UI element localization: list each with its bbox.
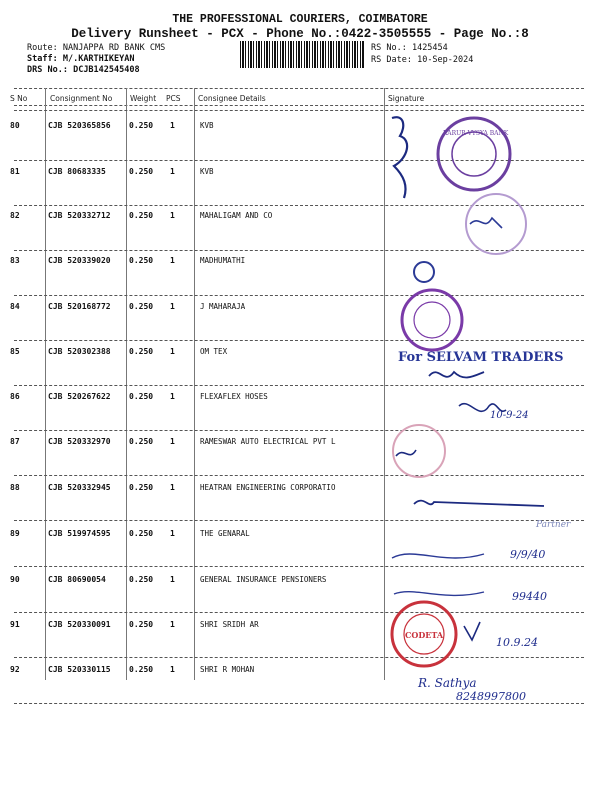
cell-sno: 91 [10, 620, 20, 629]
rs-date-value: 10-Sep-2024 [417, 55, 474, 65]
route-label: Route: [27, 43, 58, 53]
col-header-pcs: PCS [166, 94, 181, 103]
stamp-87 [393, 425, 445, 477]
cell-consignee: HEATRAN ENGINEERING CORPORATIO [200, 483, 336, 492]
drs-line [27, 65, 140, 75]
signature-83 [414, 262, 434, 282]
codeta-text: CODETA [405, 630, 444, 640]
cell-consignment-no: CJB 520365856 [48, 121, 111, 130]
cell-consignee: SHRI R MOHAN [200, 665, 255, 674]
cell-sno: 88 [10, 483, 20, 492]
col-header-weight: Weight [130, 94, 157, 103]
rs-no-label: RS No.: [371, 43, 407, 53]
cell-weight: 0.250 [129, 347, 154, 356]
cell-weight: 0.250 [129, 483, 154, 492]
signature-89 [392, 554, 484, 558]
cell-weight: 0.250 [129, 620, 154, 629]
sig-89-number: 9/9/40 [510, 548, 546, 561]
cell-pcs: 1 [170, 529, 175, 538]
company-stamp-84 [402, 290, 462, 350]
rs-no-value: 1425454 [411, 43, 448, 53]
cell-pcs: 1 [170, 483, 175, 492]
cell-consignee: GENERAL INSURANCE PENSIONERS [200, 575, 327, 584]
cell-consignee: FLEXAFLEX HOSES [200, 392, 268, 401]
col-header-sno: S No [10, 94, 28, 103]
cell-weight: 0.250 [129, 167, 154, 176]
rs-date-line [371, 55, 473, 65]
signature-90 [394, 592, 484, 596]
cell-sno: 82 [10, 211, 20, 220]
signature-area [384, 106, 600, 706]
cell-pcs: 1 [170, 620, 175, 629]
barcode [240, 41, 365, 68]
cell-consignee: SHRI SRIDH AR [200, 620, 259, 629]
cell-consignment-no: CJB 520267622 [48, 392, 111, 401]
col-header-consignee: Consignee Details [198, 94, 266, 103]
col-header-signature: Signature [388, 94, 425, 103]
cell-pcs: 1 [170, 211, 175, 220]
phone-handwritten: 8248997800 [456, 690, 526, 703]
signature-87 [396, 450, 416, 456]
cell-sno: 83 [10, 256, 20, 265]
signature-scribble-80 [392, 117, 407, 198]
cell-pcs: 1 [170, 302, 175, 311]
cell-sno: 92 [10, 665, 20, 674]
route-value: NANJAPPA RD BANK CMS [62, 43, 166, 53]
cell-weight: 0.250 [129, 302, 154, 311]
cell-weight: 0.250 [129, 437, 154, 446]
company-stamp-84-inner [414, 302, 450, 338]
cell-weight: 0.250 [129, 575, 154, 584]
r-sathya-signature: R. Sathya [418, 676, 477, 690]
cell-weight: 0.250 [129, 121, 154, 130]
cell-consignment-no: CJB 519974595 [48, 529, 111, 538]
cell-consignment-no: CJB 520302388 [48, 347, 111, 356]
cell-consignee: KVB [200, 167, 214, 176]
cell-sno: 80 [10, 121, 20, 130]
cell-consignment-no: CJB 80683335 [48, 167, 106, 176]
cell-weight: 0.250 [129, 256, 154, 265]
rs-no-line [371, 43, 448, 53]
cell-pcs: 1 [170, 167, 175, 176]
cell-sno: 87 [10, 437, 20, 446]
cell-pcs: 1 [170, 575, 175, 584]
cell-consignment-no: CJB 520332945 [48, 483, 111, 492]
cell-sno: 89 [10, 529, 20, 538]
cell-pcs: 1 [170, 347, 175, 356]
cell-consignment-no: CJB 80690054 [48, 575, 106, 584]
cell-consignment-no: CJB 520332712 [48, 211, 111, 220]
cell-sno: 85 [10, 347, 20, 356]
cell-sno: 86 [10, 392, 20, 401]
runsheet-subtitle: Delivery Runsheet - PCX - Phone No.:0422-3505555 - Page No.:8 [71, 27, 529, 41]
table-top-rule [14, 88, 584, 89]
cell-consignee: KVB [200, 121, 214, 130]
cell-consignee: THE GENARAL [200, 529, 250, 538]
sig-90-number: 99440 [512, 590, 547, 603]
cell-consignee: OM TEX [200, 347, 228, 356]
cell-weight: 0.250 [129, 211, 154, 220]
cell-consignment-no: CJB 520332970 [48, 437, 111, 446]
kvb-stamp [438, 118, 510, 190]
staff-label: Staff: [27, 54, 58, 64]
date-91: 10.9.24 [496, 636, 538, 649]
partner-text: Partner [536, 520, 571, 530]
cell-sno: 90 [10, 575, 20, 584]
cell-sno: 84 [10, 302, 20, 311]
cell-consignment-no: CJB 520330115 [48, 665, 111, 674]
col-header-consignment: Consignment No [50, 94, 113, 103]
route-line [27, 43, 165, 53]
kvb-stamp-text: KARUR VYSYA BANK [443, 130, 509, 137]
cell-pcs: 1 [170, 392, 175, 401]
cell-consignment-no: CJB 520330091 [48, 620, 111, 629]
company-title: THE PROFESSIONAL COURIERS, COIMBATORE [172, 13, 428, 26]
signature-91 [464, 622, 480, 640]
date-86: 10-9-24 [490, 410, 529, 421]
rs-date-label: RS Date: [371, 55, 412, 65]
cell-weight: 0.250 [129, 529, 154, 538]
cell-consignment-no: CJB 520339020 [48, 256, 111, 265]
cell-consignee: J MAHARAJA [200, 302, 246, 311]
kvb-stamp-inner [452, 132, 496, 176]
cell-pcs: 1 [170, 121, 175, 130]
cell-consignee: RAMESWAR AUTO ELECTRICAL PVT L [200, 437, 336, 446]
staff-line [27, 54, 135, 64]
cell-weight: 0.250 [129, 392, 154, 401]
cell-consignee: MAHALIGAM AND CO [200, 211, 273, 220]
signature-85 [429, 372, 484, 377]
signature-88 [414, 501, 544, 506]
cell-pcs: 1 [170, 437, 175, 446]
cell-weight: 0.250 [129, 665, 154, 674]
cell-pcs: 1 [170, 665, 175, 674]
staff-value: M/.KARTHIKEYAN [62, 54, 135, 64]
cell-consignee: MADHUMATHI [200, 256, 246, 265]
selvam-traders-stamp: For SELVAM TRADERS [398, 350, 564, 365]
cell-consignment-no: CJB 520168772 [48, 302, 111, 311]
drs-value: DCJB142545408 [73, 65, 140, 75]
faded-stamp [466, 194, 526, 254]
cell-pcs: 1 [170, 256, 175, 265]
signature-82 [470, 218, 502, 228]
cell-sno: 81 [10, 167, 20, 176]
drs-label: DRS No.: [27, 65, 68, 75]
